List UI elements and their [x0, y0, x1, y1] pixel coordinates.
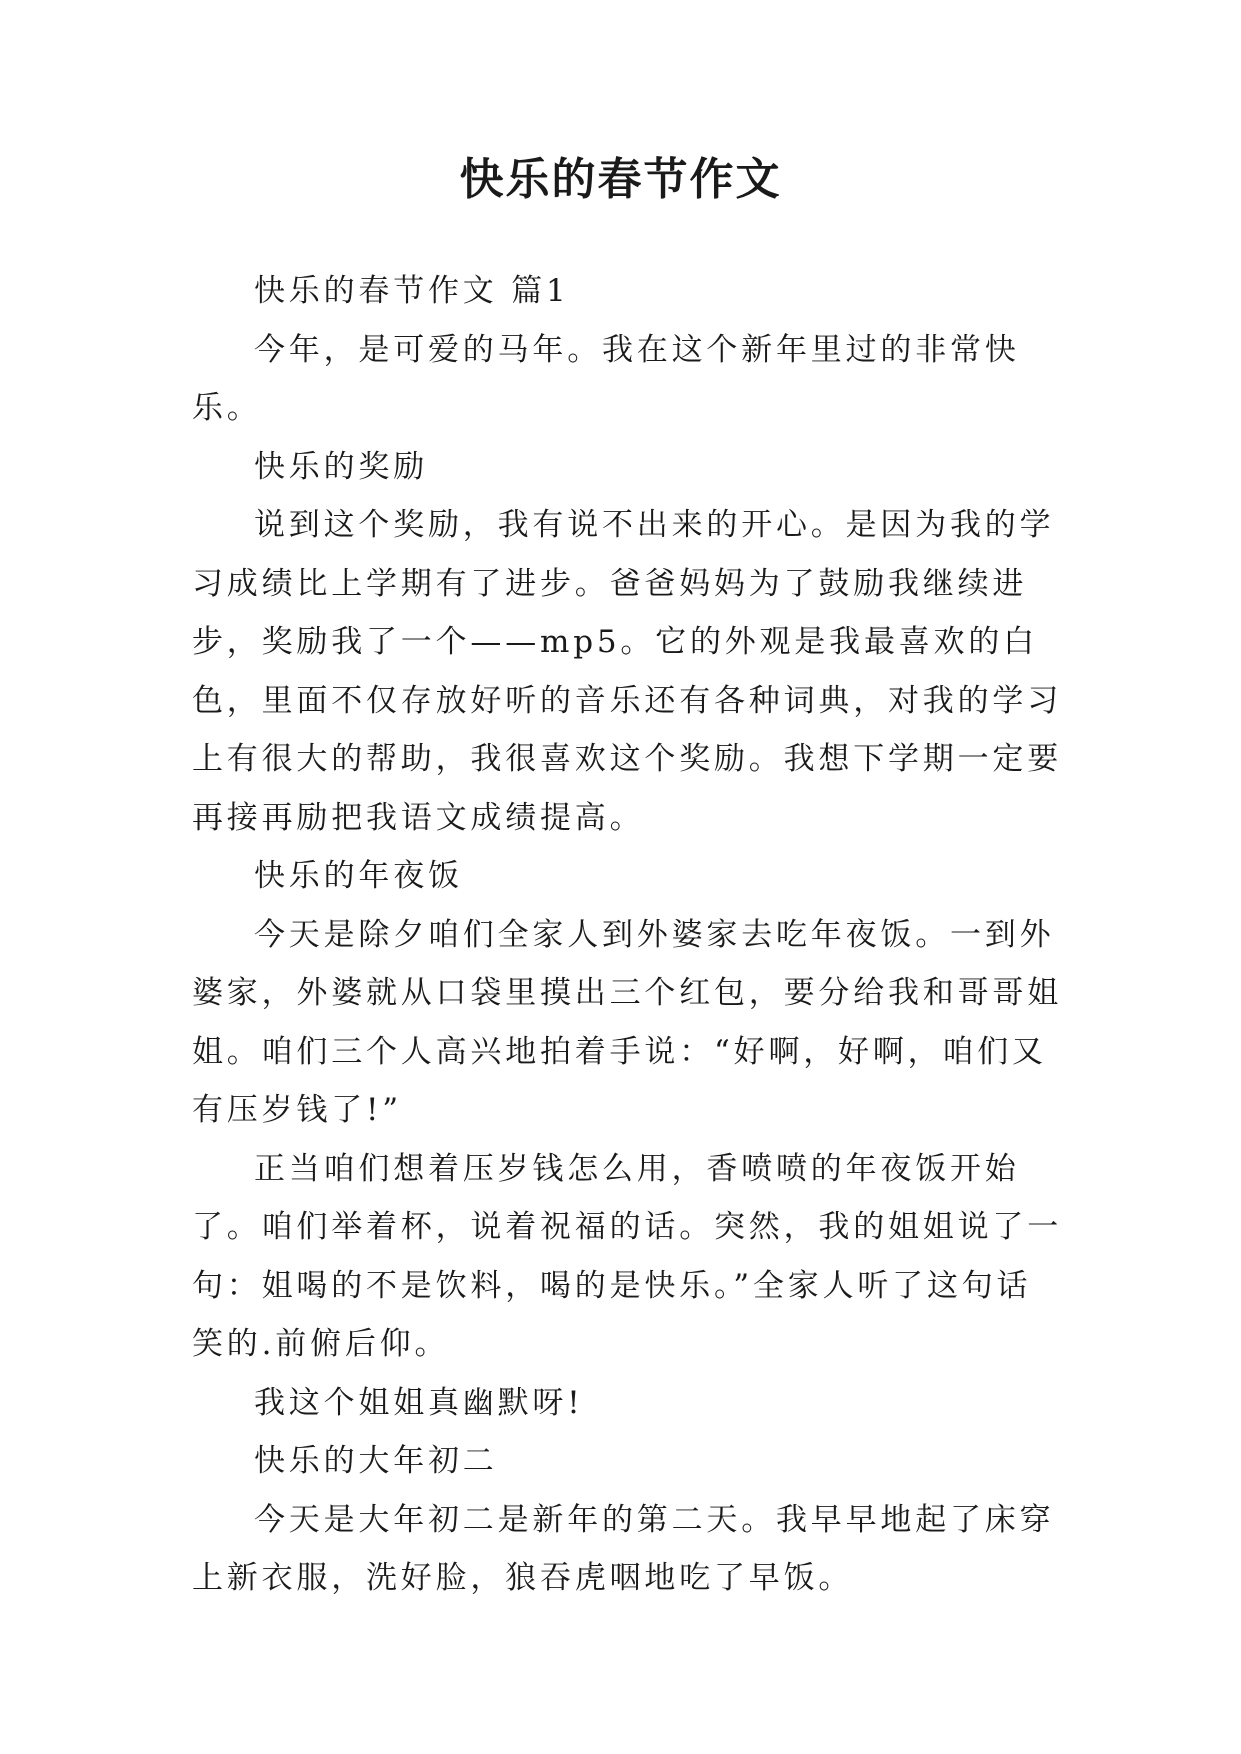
paragraph-heading: 快乐的春节作文 篇1	[254, 273, 570, 309]
paragraph: 说到这个奖励，我有说不出来的开心。是因为我的学习成绩比上学期有了进步。爸爸妈妈为了鼓励我继续进步，奖励我了一个——mp5。它的外观是我最喜欢的白色，里面不仅存放好听的音乐还有各种词典，对我的学习上有很大的帮助，我很喜欢这个奖励。我想下学期一定要再接再励把我语文成绩提高。	[192, 507, 1062, 836]
document-body	[192, 262, 1062, 1608]
document-title: 快乐的春节作文	[459, 154, 782, 205]
paragraph-heading: 快乐的年夜饭	[254, 858, 463, 894]
paragraph: 今天是大年初二是新年的第二天。我早早地起了床穿上新衣服，洗好脸，狼吞虎咽地吃了早饭。	[192, 1501, 1055, 1596]
paragraph: 正当咱们想着压岁钱怎么用，香喷喷的年夜饭开始了。咱们举着杯，说着祝福的话。突然，我的姐姐说了一句：姐喝的不是饮料，喝的是快乐。”全家人听了这句话笑的.前俯后仰。	[192, 1150, 1062, 1362]
paragraph: 今年，是可爱的马年。我在这个新年里过的非常快乐。	[192, 331, 1020, 426]
paragraph-heading: 快乐的大年初二	[254, 1443, 498, 1479]
paragraph: 今天是除夕咱们全家人到外婆家去吃年夜饭。一到外婆家，外婆就从口袋里摸出三个红包，要分给我和哥哥姐姐。咱们三个人高兴地拍着手说：“好啊，好啊，咱们又有压岁钱了!”	[192, 916, 1062, 1128]
paragraph-heading: 快乐的奖励	[254, 448, 428, 485]
paragraph: 我这个姐姐真幽默呀!	[254, 1384, 584, 1421]
